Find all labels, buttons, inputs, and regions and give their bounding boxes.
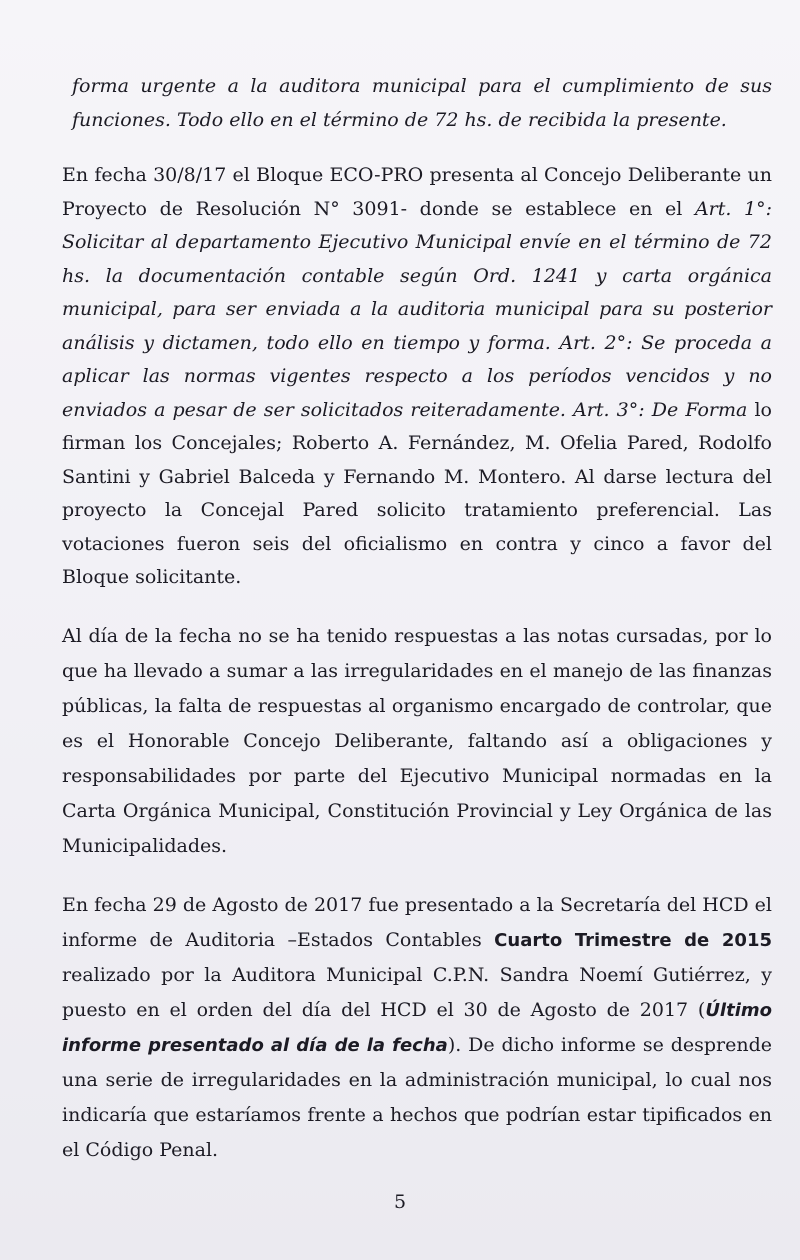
paragraph-audit-last-report: Último informe presentado al día de la fecha (62, 999, 772, 1056)
paragraph-audit-middle: realizado por la Auditora Municipal C.P.N. Sandra Noemí Gutiérrez, y puesto en el orden del día del HCD el 30 de Agosto de 2017 ( (62, 963, 772, 1021)
paragraph-audit-report (62, 888, 772, 1168)
paragraph-continuation: forma urgente a la auditora municipal para el cumplimiento de sus funciones. Todo ello en el término de 72 hs. de recibida la presente. (72, 75, 772, 131)
paragraph-resolution-project (62, 159, 772, 595)
paragraph-resolution-articles: Art. 1°: Solicitar al departamento Ejecutivo Municipal envíe en el término de 72 hs. la documentación contable según Ord. 1241 y carta orgánica municipal, para ser enviada a la auditoria municipal para su posterior análisis y dictamen, todo ello en tiempo y forma. Art. 2°: Se proceda a aplicar las normas vigentes respecto a los períodos vencidos y no enviados a pesar de ser solicitados reiteradamente. Art. 3°: De Forma (62, 197, 773, 421)
paragraph-audit-outro: ). De dicho informe se desprende una serie de irregularidades en la administración municipal, lo cual nos indicaría que estaríamos frente a hechos que podrían estar tipificados en el Código Penal. (62, 1033, 772, 1161)
paragraph-no-response: Al día de la fecha no se ha tenido respuestas a las notas cursadas, por lo que ha llevado a sumar a las irregularidades en el manejo de las finanzas públicas, la falta de respuestas al organismo encargado de controlar, que es el Honorable Concejo Deliberante, faltando así a obligaciones y responsabilidades por parte del Ejecutivo Municipal normadas en la Carta Orgánica Municipal, Constitución Provincial y Ley Orgánica de las Municipalidades. (62, 624, 772, 857)
paragraph-resolution-outro: lo firman los Concejales; Roberto A. Fernández, M. Ofelia Pared, Rodolfo Santini y Gabriel Balceda y Fernando M. Montero. Al darse lectura del proyecto la Concejal Pared solicito tratamiento preferencial. Las votaciones fueron seis del oficialismo en contra y cinco a favor del Bloque solicitante. (62, 398, 772, 588)
paragraph-resolution-intro: En fecha 30/8/17 el Bloque ECO-PRO presenta al Concejo Deliberante un Proyecto de Resolución N° 3091- donde se establece en el (62, 164, 772, 220)
page-number: 5 (393, 1191, 407, 1213)
paragraph-audit-intro: En fecha 29 de Agosto de 2017 fue presentado a la Secretaría del HCD el informe de Auditoria –Estados Contables (62, 893, 772, 951)
paragraph-audit-period: Cuarto Trimestre de 2015 (494, 929, 772, 951)
